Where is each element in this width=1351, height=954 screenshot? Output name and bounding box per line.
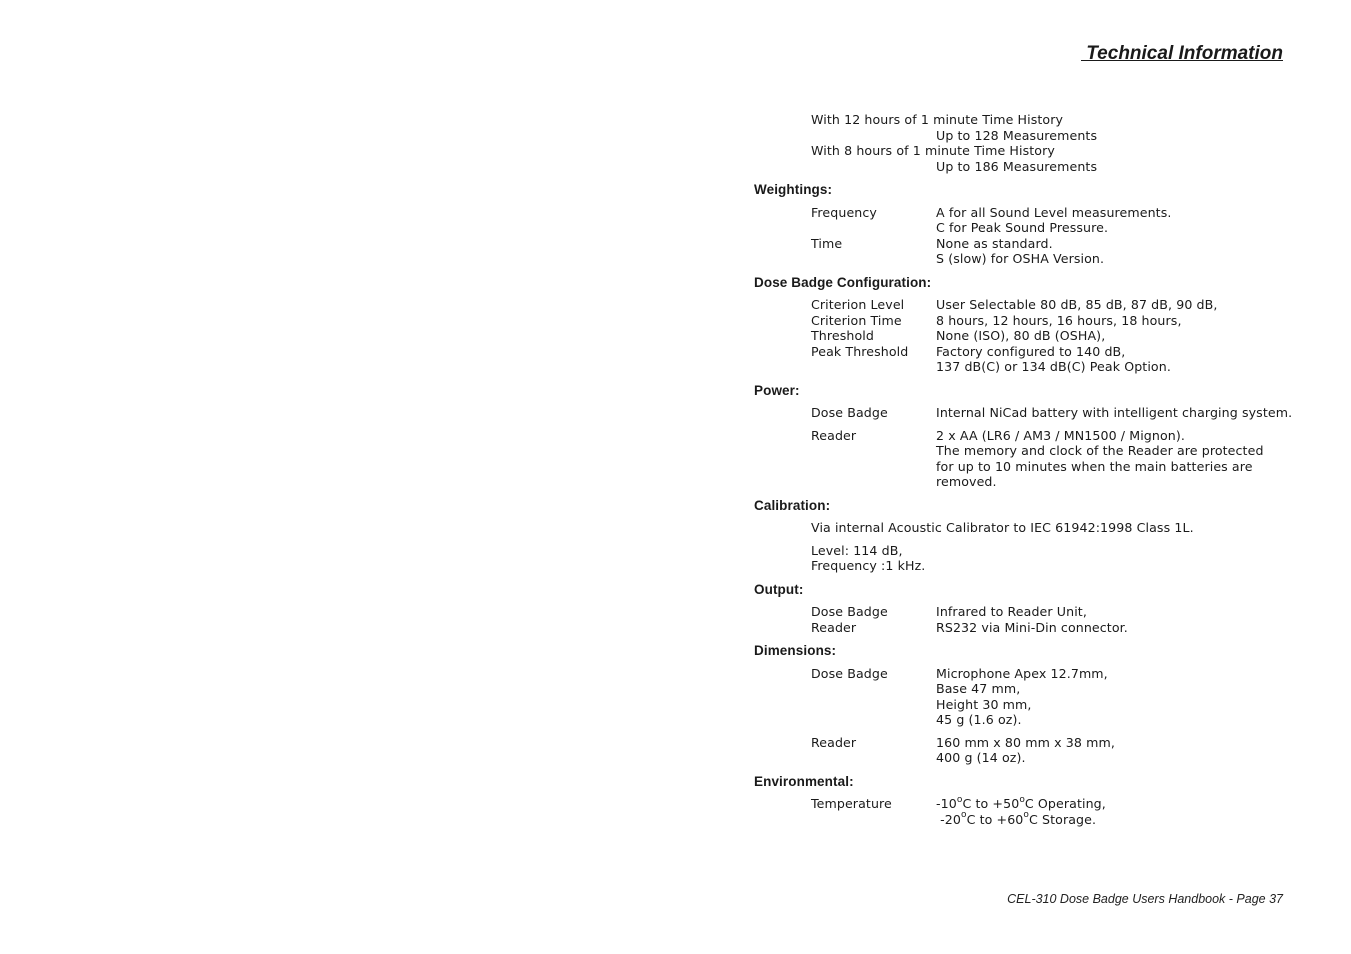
spec-row-output-dose-badge <box>754 604 1294 620</box>
section-title-calibration: Calibration: <box>754 497 831 513</box>
spec-label: Frequency <box>811 204 877 220</box>
spec-label: Reader <box>811 427 857 443</box>
spec-row-criterion-time <box>754 313 1294 329</box>
spec-line: removed. <box>936 474 997 489</box>
temp-text: C Operating, <box>1024 796 1106 811</box>
spec-line: for up to 10 minutes when the main batteries are <box>936 458 1253 474</box>
spec-label: Criterion Time <box>811 312 902 328</box>
intro-label: With 12 hours of 1 minute Time History <box>811 112 1064 127</box>
spec-line: 137 dB(C) or 134 dB(C) Peak Option. <box>936 359 1171 374</box>
intro-label: With 8 hours of 1 minute Time History <box>811 143 1055 158</box>
temperature-storage <box>936 812 1294 828</box>
spec-label: Dose Badge <box>811 604 888 619</box>
spec-line: C for Peak Sound Pressure. <box>936 220 1109 235</box>
temp-text: -20 <box>936 811 961 827</box>
spec-row-criterion-level <box>754 297 1294 313</box>
spec-label: Criterion Level <box>811 297 905 312</box>
spec-row-power-reader <box>754 428 1294 490</box>
spec-content <box>754 112 1294 827</box>
spec-line: The memory and clock of the Reader are protected <box>936 443 1264 458</box>
spec-value <box>936 236 1294 267</box>
spec-value: Infrared to Reader Unit, <box>936 604 1087 619</box>
spec-row-dimensions-dose-badge <box>754 666 1294 728</box>
spec-line: A for all Sound Level measurements. <box>936 204 1172 220</box>
spec-label: Temperature <box>811 796 892 811</box>
spec-line: 45 g (1.6 oz). <box>936 712 1022 727</box>
spec-row-power-dose-badge <box>754 405 1294 421</box>
spec-value: RS232 via Mini-Din connector. <box>936 619 1128 635</box>
calibration-level: Level: 114 dB, <box>811 542 903 558</box>
spec-value: 8 hours, 12 hours, 16 hours, 18 hours, <box>936 312 1182 328</box>
spec-label: Reader <box>811 619 857 635</box>
degree-symbol: o <box>960 810 967 821</box>
spec-row-frequency <box>754 205 1294 236</box>
spec-line: 2 x AA (LR6 / AM3 / MN1500 / Mignon). <box>936 427 1185 443</box>
spec-value <box>936 205 1294 236</box>
spec-label: Threshold <box>811 328 874 343</box>
spec-value <box>936 428 1294 490</box>
spec-line: 160 mm x 80 mm x 38 mm, <box>936 734 1115 750</box>
temp-text: C Storage. <box>1029 811 1097 827</box>
spec-line: S (slow) for OSHA Version. <box>936 251 1105 266</box>
section-title-power: Power: <box>754 382 800 398</box>
spec-label: Dose Badge <box>811 665 888 681</box>
spec-line: Factory configured to 140 dB, <box>936 343 1126 359</box>
spec-line: None as standard. <box>936 235 1053 251</box>
temperature-operating <box>936 796 1294 812</box>
spec-line: Height 30 mm, <box>936 696 1032 712</box>
section-title-configuration: Dose Badge Configuration: <box>754 274 932 290</box>
section-title-environmental: Environmental: <box>754 773 854 789</box>
spec-label: Time <box>811 235 843 251</box>
section-title-dimensions: Dimensions: <box>754 643 837 658</box>
temp-text: C to +50 <box>962 796 1020 811</box>
section-title-weightings: Weightings: <box>754 182 833 197</box>
intro-value: Up to 186 Measurements <box>936 158 1098 174</box>
calibration-method: Via internal Acoustic Calibrator to IEC 61942:1998 Class 1L. <box>811 520 1194 535</box>
intro-line <box>754 112 1294 128</box>
degree-symbol: o <box>956 794 963 805</box>
spec-row-output-reader <box>754 620 1294 636</box>
spec-label: Peak Threshold <box>811 343 909 359</box>
temp-text: -10 <box>936 796 957 811</box>
temp-text: C to +60 <box>966 811 1024 827</box>
page-title: Technical Information <box>1081 43 1283 64</box>
spec-value <box>936 666 1294 728</box>
spec-label: Dose Badge <box>811 405 888 420</box>
intro-value: Up to 128 Measurements <box>936 127 1098 143</box>
spec-line: 400 g (14 oz). <box>936 750 1026 765</box>
intro-line <box>754 159 1294 175</box>
degree-symbol: o <box>1023 810 1030 821</box>
spec-value: None (ISO), 80 dB (OSHA), <box>936 328 1106 343</box>
spec-row-temperature <box>754 796 1294 827</box>
spec-line: Microphone Apex 12.7mm, <box>936 665 1108 681</box>
spec-line: Base 47 mm, <box>936 681 1021 696</box>
intro-line <box>754 143 1294 159</box>
spec-value: Internal NiCad battery with intelligent charging system. <box>936 405 1293 420</box>
calibration-frequency: Frequency :1 kHz. <box>811 558 926 573</box>
degree-symbol: o <box>1019 794 1025 805</box>
spec-row-time <box>754 236 1294 267</box>
intro-line <box>754 128 1294 144</box>
spec-value <box>936 344 1294 375</box>
spec-value <box>936 796 1294 827</box>
spec-value: User Selectable 80 dB, 85 dB, 87 dB, 90 dB, <box>936 297 1218 312</box>
spec-row-threshold <box>754 328 1294 344</box>
page-footer: CEL-310 Dose Badge Users Handbook - Page 37 <box>1007 892 1283 906</box>
spec-row-peak-threshold <box>754 344 1294 375</box>
spec-label: Reader <box>811 734 857 750</box>
section-title-output: Output: <box>754 581 804 597</box>
spec-value <box>936 735 1294 766</box>
spec-row-dimensions-reader <box>754 735 1294 766</box>
